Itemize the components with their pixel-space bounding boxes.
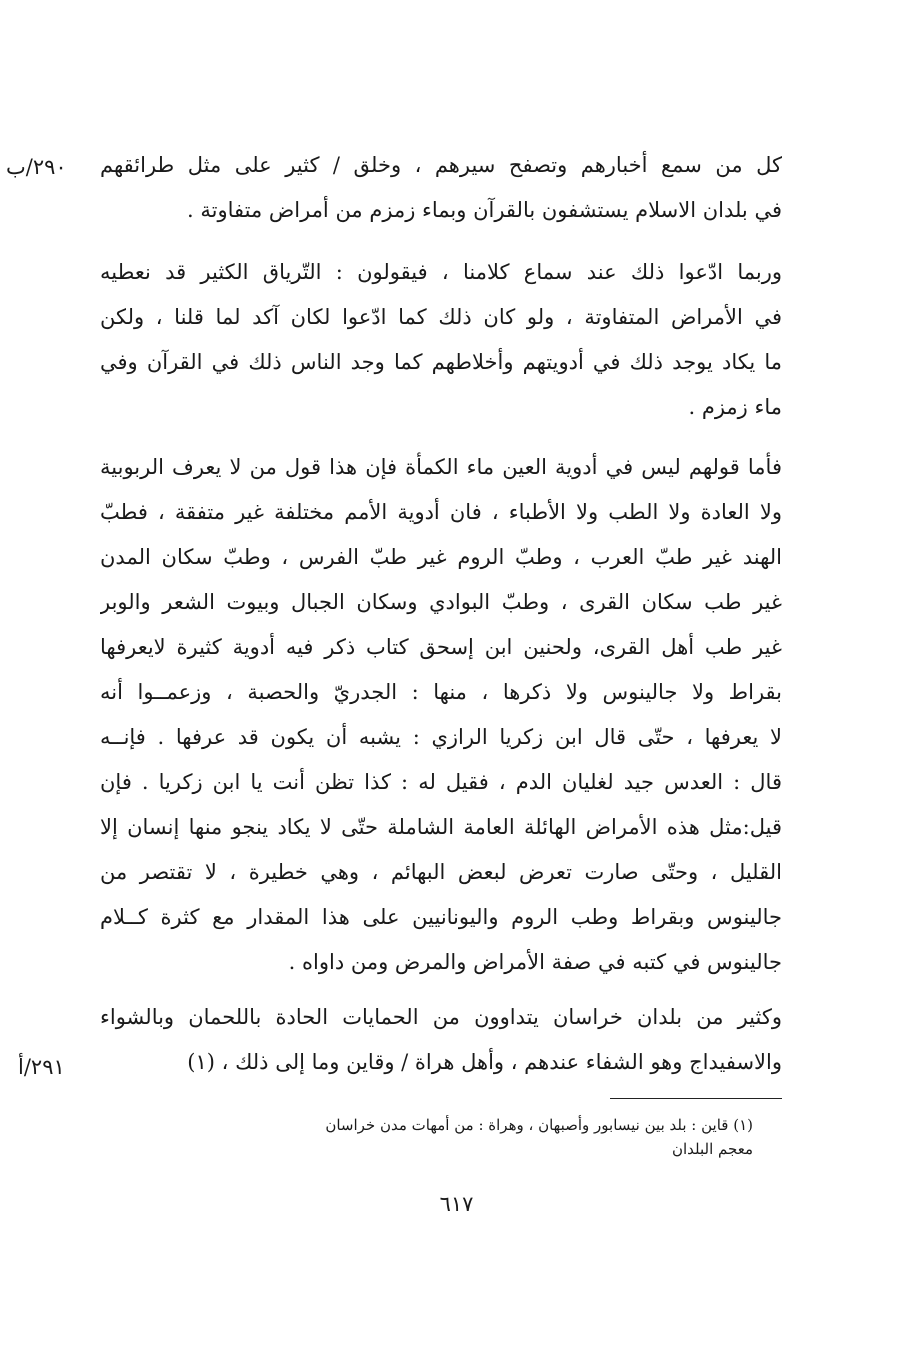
footnote-line: معجم البلدان [672,1140,753,1158]
paragraph-3 [100,445,782,985]
text-line: الهند غير طبّ العرب ، وطبّ الروم غير طبّ الفرس ، وطبّ سكان المدن [100,545,782,569]
text-line: ولا العادة ولا الطب ولا الأطباء ، فان أدوية الأمم مختلفة غير متفقة ، فطبّ [100,500,782,524]
text-line: لا يعرفها ، حتّى قال ابن زكريا الرازي : يشبه أن يكون قد عرفها . فإنــه [100,725,782,749]
footnote [325,1113,753,1161]
text-line: قيل:مثل هذه الأمراض الهائلة العامة الشاملة حتّى لا يكاد ينجو منها إنسان إلا [100,815,782,839]
text-line: وكثير من بلدان خراسان يتداوون من الحمايات الحادة باللحمان وبالشواء [100,1005,782,1029]
paragraph-1 [100,143,782,233]
paragraph-4 [100,995,782,1085]
text-line: كل من سمع أخبارهم وتصفح سيرهم ، وخلق / كثير على مثل طرائقهم [100,153,782,177]
text-line: في الأمراض المتفاوتة ، ولو كان ذلك كما ادّعوا لكان آكد لما قلنا ، ولكن [100,305,782,329]
text-line: وربما ادّعوا ذلك عند سماع كلامنا ، فيقولون : التّرياق الكثير قد نعطيه [100,260,782,284]
text-line: جالينوس في كتبه في صفة الأمراض والمرض ومن داواه . [288,950,782,974]
text-line: ما يكاد يوجد ذلك في أدويتهم وأخلاطهم كما وجد الناس ذلك في القرآن وفي [100,350,782,374]
text-line: بقراط ولا جالينوس ولا ذكرها ، منها : الجدريّ والحصبة ، وزعمــوا أنه [100,680,782,704]
footnote-separator [610,1098,782,1099]
page-number: ٦١٧ [439,1192,474,1216]
text-line: جالينوس وبقراط وطب الروم واليونانيين على هذا المقدار مع كثرة كــلام [100,905,782,929]
footnote-line: (١) قاين : بلد بين نيسابور وأصبهان ، وهراة : من أمهات مدن خراسان [325,1116,753,1134]
margin-folio-ref-bottom: ٢٩١/أ [18,1055,65,1079]
text-line: ماء زمزم . [688,395,782,419]
text-line: والاسفيداج وهو الشفاء عندهم ، وأهل هراة / وقاين وما إلى ذلك ، (١) [187,1050,782,1074]
margin-folio-ref-top: ٢٩٠/ب [6,155,67,179]
paragraph-2 [100,250,782,430]
text-line: قال : العدس جيد لغليان الدم ، فقيل له : كذا تظن أنت يا ابن زكريا . فإن [100,770,782,794]
text-line: القليل ، وحتّى صارت تعرض لبعض البهائم ، وهي خطيرة ، لا تقتصر من [100,860,782,884]
text-line: غير طب سكان القرى ، وطبّ البوادي وسكان الجبال وبيوت الشعر والوبر [100,590,782,614]
text-line: غير طب أهل القرى، ولحنين ابن إسحق كتاب ذكر فيه أدوية كثيرة لايعرفها [100,635,782,659]
text-line: فأما قولهم ليس في أدوية العين ماء الكمأة فإن هذا قول من لا يعرف الربوبية [100,455,782,479]
text-line: في بلدان الاسلام يستشفون بالقرآن وبماء زمزم من أمراض متفاوتة . [187,198,782,222]
